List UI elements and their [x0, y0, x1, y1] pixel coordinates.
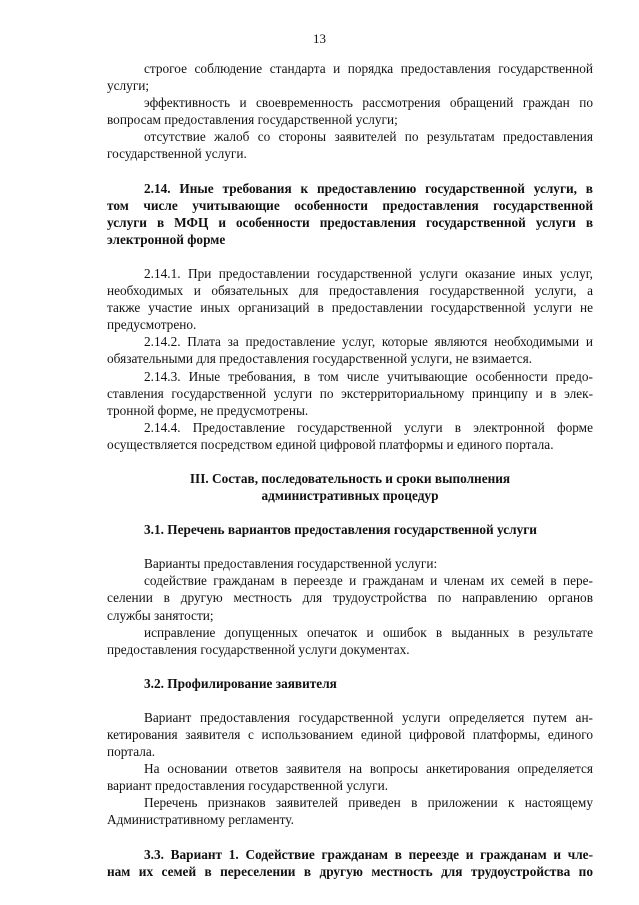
text-line: отсутствие жалоб со стороны заявителей по результатам предоставления: [144, 129, 593, 145]
text-line: тронной форме, не предусмотрены.: [107, 402, 309, 418]
document-body: [107, 60, 593, 880]
text-line: обязательными для предоставления государственной услуги, не взимается.: [107, 351, 533, 367]
text-line: вариант предоставления государственной услуги.: [107, 778, 389, 794]
text-line: селении в другую местность для трудоустройства по направлению органов: [107, 590, 593, 606]
heading-line: 3.2. Профилирование заявителя: [144, 675, 337, 691]
text-line: 2.14.2. Плата за предоставление услуг, которые являются необходимыми и: [144, 334, 593, 350]
text-line: Варианты предоставления государственной услуги:: [144, 556, 438, 572]
paragraph-gap: [107, 692, 593, 709]
text-line: исправление допущенных опечаток и ошибок в выданных в результате: [144, 624, 593, 640]
text-line: эффективность и своевременность рассмотрения обращений граждан по: [144, 95, 593, 111]
text-line: Вариант предоставления государственной услуги определяется путем ан-: [144, 709, 593, 725]
text-line: также участие иных организаций в предоставлении государственной услуги не: [107, 300, 593, 316]
text-line: ставления государственной услуги по экстерриториальному принципу и в элек-: [107, 385, 593, 401]
text-line: услуги;: [107, 78, 150, 94]
text-line: 2.14.3. Иные требования, в том числе учитывающие особенности предо-: [144, 368, 593, 384]
text-line: Административному регламенту.: [107, 812, 294, 828]
text-line: На основании ответов заявителя на вопросы анкетирования определяется: [144, 761, 593, 777]
paragraph-gap: [107, 453, 593, 470]
text-line: вопросам предоставления государственной услуги;: [107, 112, 398, 128]
paragraph-gap: [107, 538, 593, 555]
text-line: осуществляется посредством единой цифровой платформы и единого портала.: [107, 436, 554, 452]
heading-line: услуги в МФЦ и особенности предоставления государственной услуги в: [107, 214, 593, 230]
paragraph-gap: [107, 658, 593, 675]
text-line: предоставления государственной услуги документах.: [107, 641, 410, 657]
text-line: строгое соблюдение стандарта и порядка предоставления государственной: [144, 61, 593, 76]
page-number: 13: [313, 31, 326, 46]
text-line: службы занятости;: [107, 607, 214, 623]
heading-line: 3.3. Вариант 1. Содействие гражданам в переезде и гражданам и чле-: [144, 846, 593, 862]
paragraph-gap: [107, 163, 593, 180]
heading-line: III. Состав, последовательность и сроки выполнения: [189, 470, 511, 486]
text-line: необходимых и обязательных для предоставления государственной услуги, а: [107, 283, 593, 299]
text-line: Перечень признаков заявителей приведен в приложении к настоящему: [144, 795, 593, 811]
text-line: 2.14.4. Предоставление государственной услуги в электронной форме: [144, 419, 593, 435]
text-line: содействие гражданам в переезде и гражданам и членам их семей в пере-: [144, 573, 593, 589]
text-line: портала.: [107, 744, 156, 760]
text-line: кетирования заявителя с использованием единой цифровой платформы, единого: [107, 727, 593, 742]
heading-line: том числе учитывающие особенности предоставления государственной: [107, 197, 593, 213]
paragraph-gap: [107, 248, 593, 265]
heading-line: электронной форме: [107, 231, 226, 247]
heading-line: нам их семей в переселении в другую местность для трудоустройства по: [107, 863, 593, 879]
heading-line: 3.1. Перечень вариантов предоставления государственной услуги: [144, 522, 537, 538]
paragraph-gap: [107, 504, 593, 521]
text-line: предусмотрено.: [107, 317, 197, 333]
paragraph-gap: [107, 829, 593, 846]
text-line: государственной услуги.: [107, 146, 247, 162]
heading-line: 2.14. Иные требования к предоставлению государственной услуги, в: [144, 180, 593, 196]
text-line: 2.14.1. При предоставлении государственной услуги оказание иных услуг,: [144, 265, 593, 281]
heading-line: административных процедур: [261, 488, 439, 504]
